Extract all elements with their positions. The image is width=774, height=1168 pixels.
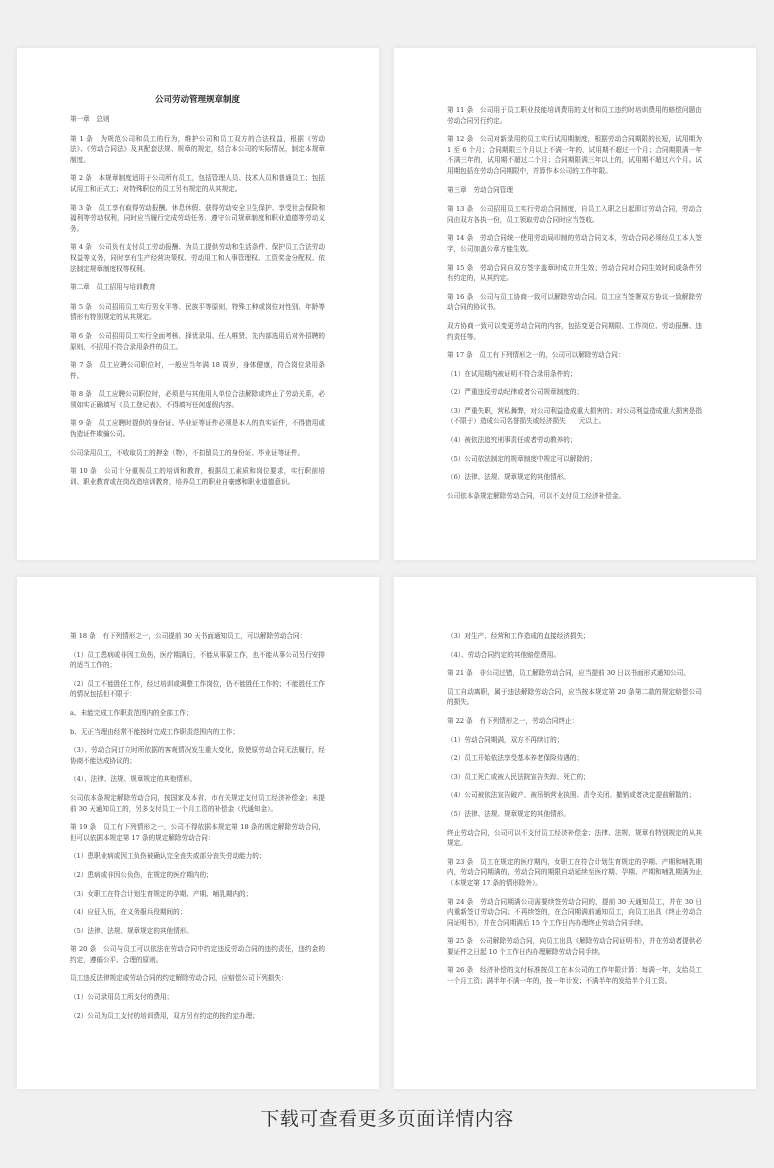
paragraph: 第 25 条 公司解除劳动合同，向员工出具《解除劳动合同证明书》，并在劳动者提供必要证件之日起 10 个工作日内办理解除劳动合同手续。 xyxy=(447,937,702,956)
page-content xyxy=(447,105,702,509)
paragraph: 第 4 条 公司负有支付员工劳动报酬、为员工提供劳动和生活条件、保护员工合法劳动权益等义务，同时享有生产经营决策权、劳动用工和人事管理权、工资奖金分配权、依法制定规章制度权等权利。 xyxy=(70,243,325,273)
paragraph: （1）劳动合同期满，双方不再续订的； xyxy=(447,735,564,744)
paragraph: 第 8 条 员工应聘公司职位时，必须是与其他用人单位合法解除或终止了劳动关系，必须如实正确填写《员工登记表》，不得填写任何虚假内容。 xyxy=(70,390,325,409)
page-content xyxy=(70,94,325,495)
paragraph: （4）、法律、法规、规章规定的其他情形。 xyxy=(70,775,197,784)
paragraph: （1）公司录用员工所支付的费用； xyxy=(70,993,174,1002)
paragraph: 第 24 条 劳动合同期满公司需要续签劳动合同的，提前 30 天通知员工，并在 30 日内重新签订劳动合同；不再续签的，在合同期满前通知员工，向员工出具《终止劳动合同证明书》，并在合同期满后 15 个工作日内办理终止劳动合同手续。 xyxy=(447,897,702,927)
paragraph: 第 26 条 经济补偿的支付标准按员工在本公司的工作年限计算：每满一年，支给员工一个月工资；满半年不满一年的，按一年计发；不满半年的发给半个月工资。 xyxy=(447,966,702,986)
paragraph: 第 7 条 员工应聘公司职位时，一般应当年满 18 周岁，身体健康，符合岗位录用条件。 xyxy=(70,361,325,380)
paragraph-list xyxy=(447,105,702,501)
paragraph: 双方协商一致可以变更劳动合同的内容，包括变更合同期限、工作岗位、劳动报酬、违约责任等。 xyxy=(447,321,702,341)
paragraph: 第 12 条 公司对新录用的员工实行试用期制度，根据劳动合同期限的长短，试用期为 1 至 6 个月；合同期限三个月以上不满一年的，试用期不超过一个月；合同期限满一年不满三年的，试用期不超过二个月；合同期限满三年以上的，试用期不超过六个月。试用期包括在劳动合同期限中，并算作本公司的工作年限。 xyxy=(447,135,702,175)
paragraph: （5）法律、法规、规章规定的其他情形。 xyxy=(70,926,193,935)
paragraph: （2）严重违反劳动纪律或者公司规章制度的； xyxy=(447,388,584,397)
paragraph: 员工违反法律规定或劳动合同的约定解除劳动合同，应赔偿公司下列损失： xyxy=(70,974,288,983)
paragraph: （5）法律、法规、规章规定的其他情形。 xyxy=(447,809,570,818)
paragraph: 第 1 条 为规范公司和员工的行为，维护公司和员工双方的合法权益，根据《劳动法》、《劳动合同法》及其配套法规、规章的规定，结合本公司的实际情况，制定本规章制度。 xyxy=(70,134,325,164)
paragraph: 第三章 劳动合同管理 xyxy=(447,185,513,194)
paragraph: （1）在试用期内被证明不符合录用条件的； xyxy=(447,369,577,378)
paragraph: （3）员工死亡或被人民法院宣告失踪、死亡的； xyxy=(447,772,590,781)
document-title: 公司劳动管理规章制度 xyxy=(154,95,240,105)
paragraph: （2）公司为员工支付的培训费用，双方另有约定的按约定办理； xyxy=(70,1011,259,1020)
paragraph: a、未能完成工作职责范围内的全部工作； xyxy=(70,708,193,717)
paragraph: （4）应征入伍，在义务服兵役期间的； xyxy=(70,908,187,917)
paragraph: （3）、劳动合同订立时所依据的客观情况发生重大变化，致使原劳动合同无法履行，经协商不能达成协议的； xyxy=(70,746,325,765)
paragraph: 员工自动离职，属于违法解除劳动合同，应当按本规定第 20 条第二款的规定赔偿公司的损失。 xyxy=(447,687,702,707)
paragraph: 第一章 总则 xyxy=(70,115,110,123)
paragraph: （4）、劳动合同约定的其他赔偿费用。 xyxy=(447,650,560,659)
paragraph: （2）员工不能胜任工作，经过培训或调整工作岗位，仍不能胜任工作的；不能胜任工作的情况包括但不限于： xyxy=(70,679,325,699)
paragraph: 第 9 条 员工应聘时提供的身份证、毕业证等证件必须是本人的真实证件，不得借用或伪造证件欺骗公司。 xyxy=(70,419,325,439)
paragraph: （6）法律、法规、规章规定的其他情形。 xyxy=(447,473,570,482)
paragraph: （4）公司被依法宣告破产、被吊销营业执照、责令关闭、撤销或者决定提前解散的； xyxy=(447,791,696,800)
page-content xyxy=(447,631,702,995)
document-page-1 xyxy=(17,48,379,560)
paragraph: （3）女职工在符合计划生育规定的孕期、产期、哺乳期内的； xyxy=(70,889,253,898)
page-content xyxy=(70,631,325,1029)
paragraph: 第 16 条 公司与员工协商一致可以解除劳动合同。员工应当签署双方协议一致解除劳动合同的协议书。 xyxy=(447,292,702,312)
paragraph: 第 13 条 公司招用员工实行劳动合同制度，自员工入职之日起即订劳动合同，劳动合同由双方各执一份，员工领取劳动合同时应当签收。 xyxy=(447,205,702,224)
document-page-3 xyxy=(17,577,379,1089)
paragraph-list xyxy=(70,114,325,487)
paragraph: 终止劳动合同，公司可以不支付员工经济补偿金；法律、法规、规章有特别规定的从其规定。 xyxy=(447,828,702,848)
paragraph: （4）被依法追究刑事责任或者劳动教养的； xyxy=(447,436,577,445)
paragraph: （2）员工开始依法享受基本养老保险待遇的； xyxy=(447,754,584,763)
document-page-4 xyxy=(394,577,756,1089)
paragraph: （1）员工患病或非因工负伤，医疗期满后，不能从事原工作，也不能从事公司另行安排的适当工作的； xyxy=(70,650,325,670)
paragraph: 第 2 条 本规章制度适用于公司所有员工，包括管理人员、技术人员和普通员工；包括试用工和正式工；对特殊职位的员工另有规定的从其规定。 xyxy=(70,174,325,193)
paragraph: b、无正当理由经常不能按时完成工作职责范围内的工作； xyxy=(70,727,240,736)
paragraph-list xyxy=(447,631,702,987)
paragraph: （3）严重失职，营私舞弊，对公司利益造成重大损害的；对公司利益造成重大损害是指（不限于）造成公司名誉损失或经济损失 元以上。 xyxy=(447,406,702,426)
paragraph: 第 18 条 有下列情形之一，公司提前 30 天书面通知员工，可以解除劳动合同： xyxy=(70,632,307,640)
paragraph: 第 21 条 非公司过错，员工解除劳动合同，应当提前 30 日以书面形式通知公司。 xyxy=(447,669,690,678)
paragraph: （1）患职业病或因工负伤被确认完全丧失或部分丧失劳动能力的； xyxy=(70,852,266,861)
paragraph: 第 22 条 有下列情形之一，劳动合同终止： xyxy=(447,716,579,725)
paragraph: 公司录用员工，不收取员工的押金（物），不扣留员工的身份证、毕业证等证件。 xyxy=(70,448,305,457)
paragraph: 第 15 条 劳动合同自双方签字盖章时成立并生效；劳动合同对合同生效时间或条件另有约定的，从其约定。 xyxy=(447,263,702,283)
document-page-2 xyxy=(394,48,756,560)
paragraph: 公司依本条规定解除劳动合同，可以不支付员工经济补偿金。 xyxy=(447,491,626,500)
paragraph: 第 11 条 公司用于员工职业技能培训费用的支付和员工违约时培训费用的赔偿问题由劳动合同另行约定。 xyxy=(447,106,702,125)
download-more-caption[interactable]: 下载可查看更多页面详情内容 xyxy=(260,1108,514,1130)
paragraph: 第 19 条 员工有下列情形之一，公司不得依据本规定第 18 条的规定解除劳动合同，但可以依据本规定第 17 条的规定解除劳动合同： xyxy=(70,823,325,842)
paragraph: 公司依本条规定解除劳动合同，按国家及本省、市有关规定支付员工经济补偿金；未提前 30 天通知员工的，另多支付员工一个月工资的补偿金（代通知金）。 xyxy=(70,793,325,813)
paragraph: 第 10 条 公司十分重视员工的培训和教育，根据员工素质和岗位要求，实行职前培训、职业教育或在岗改造培训教育，培养员工的职业自豪感和职业道德意识。 xyxy=(70,467,325,486)
paragraph: 第 23 条 员工在规定的医疗期内，女职工在符合计划生育规定的孕期、产期和哺乳期内，劳动合同期满的，劳动合同的期限自动延续至医疗期、孕期、产期和哺乳期满为止（本规定第 17 条的情形除外）。 xyxy=(447,857,702,887)
paragraph: 第 17 条 员工有下列情形之一的，公司可以解除劳动合同： xyxy=(447,351,625,360)
paragraph: 第二章 员工招用与培训教育 xyxy=(70,283,156,292)
paragraph: 第 6 条 公司招用员工实行全面考核、择优录用、任人唯贤、先内部选用后对外招聘的原则，不招用不符合录用条件的员工。 xyxy=(70,331,325,351)
paragraph-list xyxy=(70,631,325,1021)
paragraph: 第 14 条 劳动合同统一使用劳动局印制的劳动合同文本，劳动合同必须经员工本人签字，公司加盖公章方能生效。 xyxy=(447,234,702,253)
paragraph: （2）患病或非因公负伤，在规定的医疗期内的； xyxy=(70,870,213,879)
paragraph: 第 3 条 员工享有取得劳动报酬、休息休假、获得劳动安全卫生保护、享受社会保险和福利等劳动权利，同时应当履行完成劳动任务、遵守公司规章制度和职业道德等劳动义务。 xyxy=(70,203,325,233)
paragraph: （3）对生产、经营和工作造成的直接经济损失； xyxy=(447,632,590,640)
paragraph: 第 20 条 公司与员工可以依法在劳动合同中约定违反劳动合同的违约责任，违约金的约定，遵循公平、合理的原则。 xyxy=(70,945,325,964)
paragraph: （5）公司依法制定的规章制度中规定可以解除的； xyxy=(447,454,597,463)
paragraph: 第 5 条 公司招用员工实行男女平等、民族平等原则，特殊工种或岗位对性别、年龄等情形有特别规定的从其规定。 xyxy=(70,302,325,322)
